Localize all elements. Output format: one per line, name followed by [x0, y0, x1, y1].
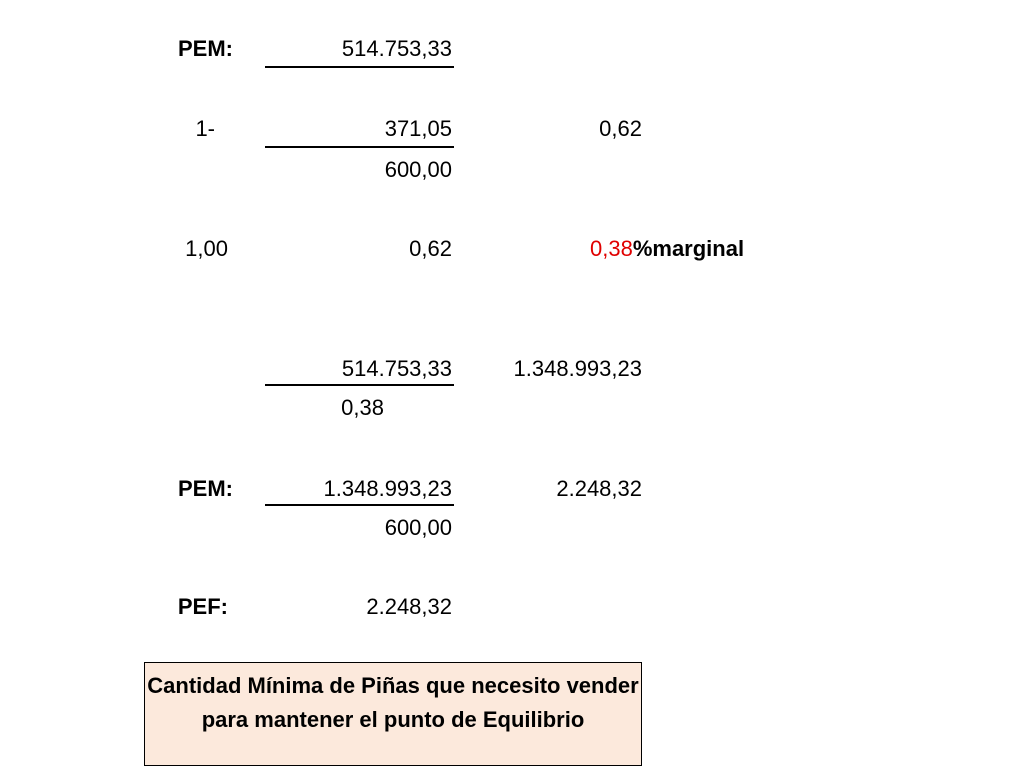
marginal-row: [590, 236, 744, 262]
pem-value: 514.753,33: [341, 36, 452, 61]
fixed-cost-numerator: 514.753,33: [341, 356, 452, 381]
margin-denominator: 0,38: [341, 395, 384, 420]
fraction-line-1: [265, 146, 454, 148]
pem-numerator: 1.348.993,23: [323, 476, 452, 501]
ratio-value: 0,62: [409, 236, 452, 261]
pef-label: PEF:: [177, 594, 228, 619]
fraction-line-2: [265, 384, 454, 386]
equilibrium-note: Cantidad Mínima de Piñas que necesito vender para mantener el punto de Equilibrio: [144, 662, 642, 766]
ratio-result: 0,62: [599, 116, 642, 141]
pem-label-2: PEM:: [178, 476, 233, 501]
marginal-suffix: %marginal: [632, 236, 745, 261]
units-result: 2.248,32: [556, 476, 642, 501]
price-denominator: 600,00: [384, 157, 452, 182]
fraction-line-3: [265, 504, 454, 506]
pem-label: PEM:: [178, 36, 233, 61]
one-minus-label: 1-: [195, 116, 215, 141]
pef-value: 2.248,32: [366, 594, 452, 619]
marginal-percent: 0,38: [590, 236, 633, 261]
pem-amount-result: 1.348.993,23: [513, 356, 642, 381]
cost-numerator: 371,05: [384, 116, 452, 141]
price-denominator-2: 600,00: [384, 515, 452, 540]
pem-underline: [265, 66, 454, 68]
unit-value: 1,00: [185, 236, 228, 261]
